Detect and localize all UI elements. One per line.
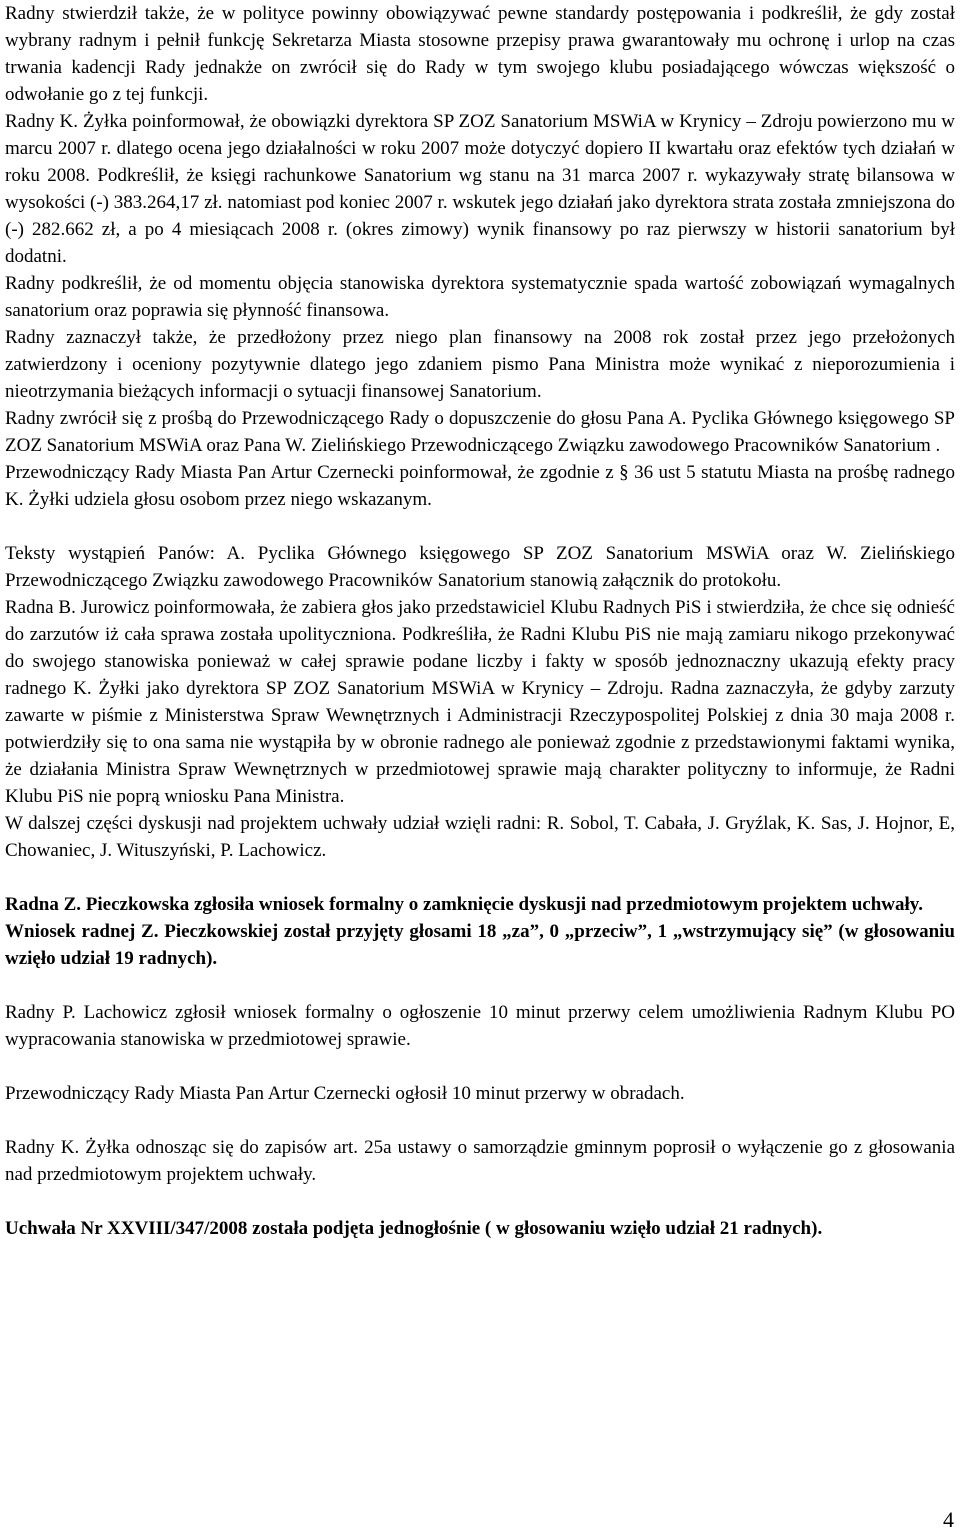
- paragraph-1: Radny stwierdził także, że w polityce powinny obowiązywać pewne standardy postępowania i podkreślił, że gdy został wybrany radnym i pełnił funkcję Sekretarza Miasta stosowne przepisy prawa gwarantowały mu ochronę i urlop na czas trwania kadencji Rady jednakże on zwrócił się do Rady w tym swojego klubu posiadającego wówczas większość o odwołanie go z tej funkcji.: [5, 3, 955, 105]
- paragraph-14: Radny K. Żyłka odnosząc się do zapisów art. 25a ustawy o samorządzie gminnym poprosił o wyłączenie go z głosowania nad przedmiotowym projektem uchwały.: [5, 1137, 955, 1185]
- paragraph-9: W dalszej części dyskusji nad projektem uchwały udział wzięli radni: R. Sobol, T. Cabała, J. Gryźlak, K. Sas, J. Hojnor, E, Chowaniec, J. Wituszyński, P. Lachowicz.: [5, 813, 955, 861]
- spacer: [5, 864, 955, 891]
- spacer: [5, 972, 955, 999]
- paragraph-8: Radna B. Jurowicz poinformowała, że zabiera głos jako przedstawiciel Klubu Radnych PiS i stwierdziła, że chce się odnieść do zarzutów iż cała sprawa została upolityczniona. Podkreśliła, że Radni Klubu PiS nie mają zamiaru nikogo przekonywać do swojego stanowiska ponieważ w całej sprawie podane liczby i fakty w sposób jednoznaczny ukazują efekty pracy radnego K. Żyłki jako dyrektora SP ZOZ Sanatorium MSWiA w Krynicy – Zdroju. Radna zaznaczyła, że gdyby zarzuty zawarte w piśmie z Ministerstwa Spraw Wewnętrznych i Administracji Rzeczypospolitej Polskiej z dnia 30 maja 2008 r. potwierdziły się to ona sama nie wystąpiła by w obronie radnego ale ponieważ zgodnie z przedstawionymi faktami wynika, że działania Ministra Spraw Wewnętrznych w przedmiotowej sprawie mają charakter polityczny to informuje, że Radni Klubu PiS nie poprą wniosku Pana Ministra.: [5, 597, 955, 807]
- document-page: [5, 0, 955, 1537]
- paragraph-5: Radny zwrócił się z prośbą do Przewodniczącego Rady o dopuszczenie do głosu Pana A. Pyclika Głównego księgowego SP ZOZ Sanatorium MSWiA oraz Pana W. Zielińskiego Przewodniczącego Związku zawodowego Pracowników Sanatorium .: [5, 408, 955, 456]
- paragraph-15-resolution: Uchwała Nr XXVIII/347/2008 została podjęta jednogłośnie ( w głosowaniu wzięło udział 21 radnych).: [5, 1218, 823, 1239]
- spacer: [5, 513, 955, 540]
- spacer: [5, 1053, 955, 1080]
- paragraph-11-vote-result: Wniosek radnej Z. Pieczkowskiej został przyjęty głosami 18 „za”, 0 „przeciw”, 1 „wstrzymujący się” (w głosowaniu wzięło udział 19 radnych).: [5, 921, 955, 969]
- page-number: 4: [943, 1507, 954, 1532]
- paragraph-2: Radny K. Żyłka poinformował, że obowiązki dyrektora SP ZOZ Sanatorium MSWiA w Krynicy – Zdroju powierzono mu w marcu 2007 r. dlatego ocena jego działalności w roku 2007 może dotyczyć dopiero II kwartału oraz efektów tych działań w roku 2008. Podkreślił, że księgi rachunkowe Sanatorium wg stanu na 31 marca 2007 r. wykazywały stratę bilansowa w wysokości (-) 383.264,17 zł. natomiast pod koniec 2007 r. wskutek jego działań jako dyrektora strata została zmniejszona do (-) 282.662 zł, a po 4 miesiącach 2008 r. (okres zimowy) wynik finansowy po raz pierwszy w historii sanatorium był dodatni.: [5, 111, 955, 267]
- paragraph-3: Radny podkreślił, że od momentu objęcia stanowiska dyrektora systematycznie spada wartość zobowiązań wymagalnych sanatorium oraz poprawia się płynność finansowa.: [5, 273, 955, 321]
- spacer: [5, 1107, 955, 1134]
- paragraph-4: Radny zaznaczył także, że przedłożony przez niego plan finansowy na 2008 rok został przez jego przełożonych zatwierdzony i oceniony pozytywnie dlatego jego zdaniem pismo Pana Ministra może wynikać z nieporozumienia i nieotrzymania bieżących informacji o sytuacji finansowej Sanatorium.: [5, 327, 955, 402]
- paragraph-7: Teksty wystąpień Panów: A. Pyclika Głównego księgowego SP ZOZ Sanatorium MSWiA oraz W. Zielińskiego Przewodniczącego Związku zawodowego Pracowników Sanatorium stanowią załącznik do protokołu.: [5, 543, 955, 591]
- spacer: [5, 1188, 955, 1215]
- paragraph-13: Przewodniczący Rady Miasta Pan Artur Czernecki ogłosił 10 minut przerwy w obradach.: [5, 1083, 685, 1104]
- paragraph-10-motion: Radna Z. Pieczkowska zgłosiła wniosek formalny o zamknięcie dyskusji nad przedmiotowym projektem uchwały.: [5, 894, 924, 915]
- paragraph-12: Radny P. Lachowicz zgłosił wniosek formalny o ogłoszenie 10 minut przerwy celem umożliwienia Radnym Klubu PO wypracowania stanowiska w przedmiotowej sprawie.: [5, 1002, 955, 1050]
- paragraph-6: Przewodniczący Rady Miasta Pan Artur Czernecki poinformował, że zgodnie z § 36 ust 5 statutu Miasta na prośbę radnego K. Żyłki udziela głosu osobom przez niego wskazanym.: [5, 462, 955, 510]
